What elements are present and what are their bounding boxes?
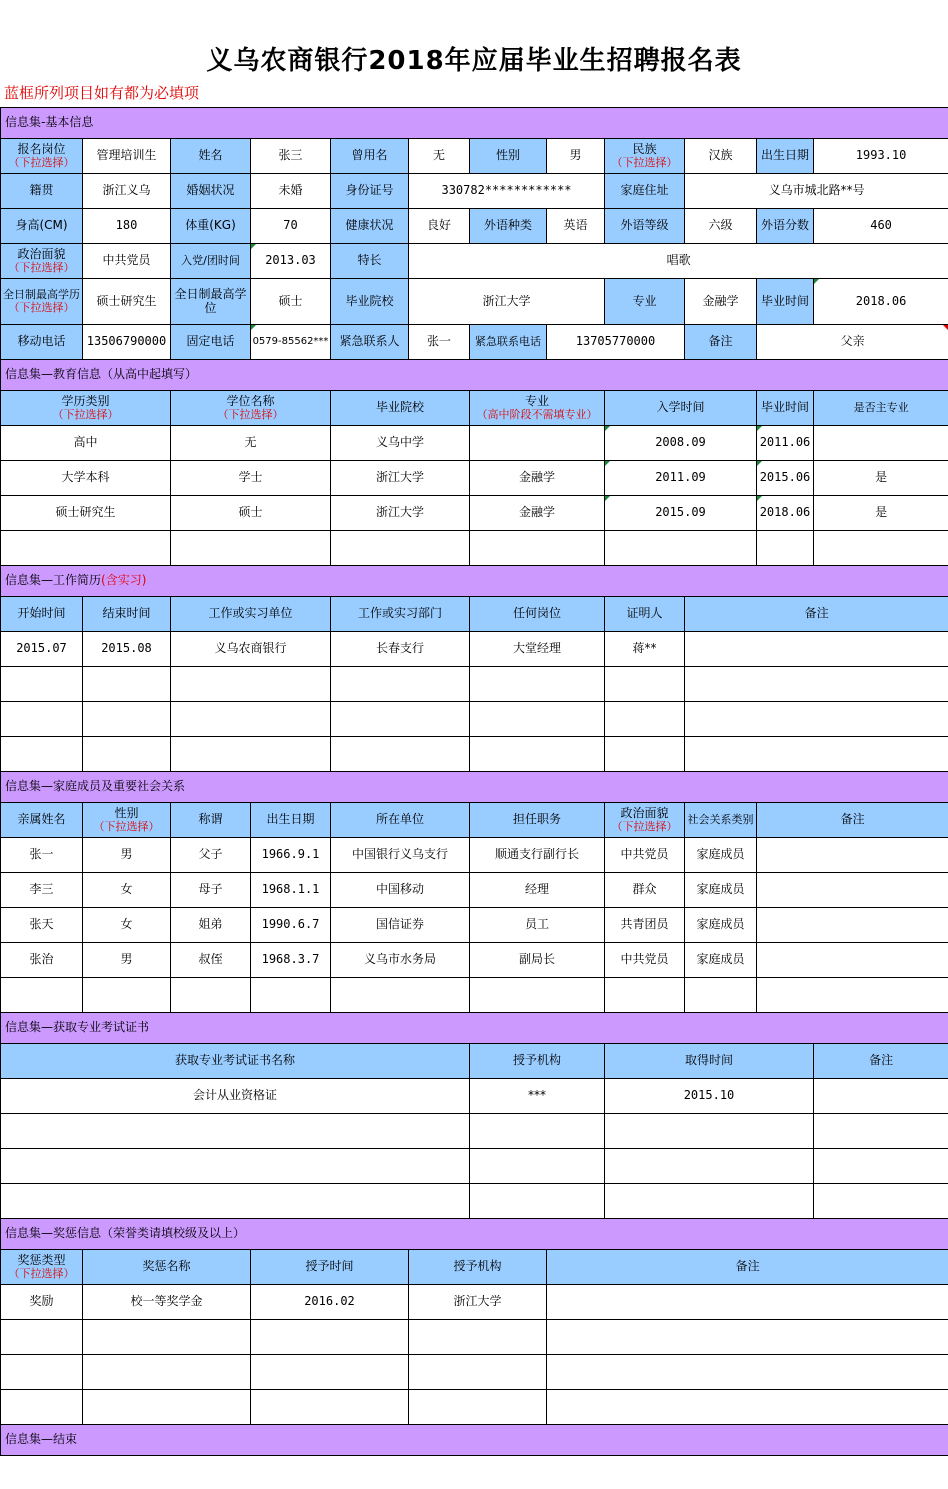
family-cell[interactable]: 家庭成员 [685,908,757,943]
value-id-number[interactable]: 330782************ [409,174,605,209]
work-cell[interactable] [685,737,948,772]
edu-header-type: 学历类别 （下拉选择） [1,391,171,426]
label-mobile: 移动电话 [1,325,83,360]
family-header-title: 称谓 [171,803,251,838]
work-cell[interactable] [331,702,470,737]
family-cell[interactable]: 张一 [1,838,83,873]
cert-cell[interactable] [1,1149,470,1184]
family-cell[interactable]: 员工 [470,908,605,943]
family-cell[interactable] [757,873,948,908]
value-former-name[interactable]: 无 [409,139,470,174]
award-header-name: 奖惩名称 [83,1250,251,1285]
edu-cell[interactable] [814,531,948,566]
edu-cell[interactable]: 金融学 [470,496,605,531]
family-cell[interactable]: 1968.1.1 [251,873,331,908]
award-header-type: 奖惩类型 （下拉选择） [1,1250,83,1285]
table-row [1,737,948,772]
table-row [1,873,948,908]
section-basic-info: 信息集-基本信息 [1,108,948,139]
work-cell[interactable] [685,702,948,737]
family-cell[interactable] [757,908,948,943]
label-home-address: 家庭住址 [605,174,685,209]
family-cell[interactable] [757,978,948,1013]
edu-cell[interactable]: 2015.06 [757,461,814,496]
family-cell[interactable]: 家庭成员 [685,943,757,978]
table-row [1,1184,948,1219]
table-row [1,496,948,531]
award-cell[interactable] [251,1390,409,1425]
family-header-relation: 社会关系类别 [685,803,757,838]
award-header-issuer: 授予机构 [409,1250,547,1285]
edu-cell[interactable] [470,531,605,566]
award-cell[interactable] [409,1390,547,1425]
work-cell[interactable] [1,667,83,702]
family-header-post: 担任职务 [470,803,605,838]
family-cell[interactable]: 副局长 [470,943,605,978]
table-row [1,1285,948,1320]
table-row [1,461,948,496]
value-height[interactable]: 180 [83,209,171,244]
work-header-unit: 工作或实习单位 [171,597,331,632]
family-cell[interactable] [605,978,685,1013]
edu-header-degree: 学位名称 （下拉选择） [171,391,331,426]
value-remark[interactable]: 父亲 [757,325,948,360]
cert-header-date: 取得时间 [605,1044,814,1079]
award-cell[interactable] [547,1390,948,1425]
value-emergency-contact[interactable]: 张一 [409,325,470,360]
table-row [1,426,948,461]
label-remark: 备注 [685,325,757,360]
cert-cell[interactable]: 会计从业资格证 [1,1079,470,1114]
work-cell[interactable] [171,667,331,702]
family-cell[interactable] [757,943,948,978]
edu-cell[interactable]: 2011.09 [605,461,757,496]
family-header-political: 政治面貌 （下拉选择） [605,803,685,838]
cert-cell[interactable] [814,1149,948,1184]
value-lang-level[interactable]: 六级 [685,209,757,244]
award-cell[interactable] [547,1320,948,1355]
edu-cell[interactable] [171,531,331,566]
work-cell[interactable] [83,667,171,702]
edu-cell[interactable]: 无 [171,426,331,461]
work-header-start: 开始时间 [1,597,83,632]
family-cell[interactable]: 中共党员 [605,943,685,978]
cert-header-name: 获取专业考试证书名称 [1,1044,470,1079]
cert-header-issuer: 授予机构 [470,1044,605,1079]
award-cell[interactable]: 奖励 [1,1285,83,1320]
award-cell[interactable] [547,1355,948,1390]
family-cell[interactable] [83,978,171,1013]
family-cell[interactable]: 女 [83,873,171,908]
edu-cell[interactable] [1,531,171,566]
cert-cell[interactable] [470,1184,605,1219]
edu-cell[interactable] [814,426,948,461]
edu-cell[interactable]: 2008.09 [605,426,757,461]
family-cell[interactable]: 义乌市水务局 [331,943,470,978]
value-native-place[interactable]: 浙江义乌 [83,174,171,209]
award-cell[interactable] [1,1355,83,1390]
edu-cell[interactable]: 大学本科 [1,461,171,496]
label-marital: 婚姻状况 [171,174,251,209]
label-position: 报名岗位 （下拉选择） [1,139,83,174]
work-cell[interactable] [83,702,171,737]
family-header-birth: 出生日期 [251,803,331,838]
table-row [1,908,948,943]
work-cell[interactable] [470,737,605,772]
edu-cell[interactable] [331,531,470,566]
family-cell[interactable]: 男 [83,838,171,873]
edu-cell[interactable]: 2011.06 [757,426,814,461]
table-row [1,702,948,737]
cert-cell[interactable] [814,1114,948,1149]
work-cell[interactable] [171,702,331,737]
family-cell[interactable]: 张治 [1,943,83,978]
label-lang-level: 外语等级 [605,209,685,244]
edu-cell[interactable]: 硕士 [171,496,331,531]
award-cell[interactable] [409,1355,547,1390]
family-cell[interactable] [171,978,251,1013]
value-landline[interactable]: 0579-85562*** [251,325,331,360]
work-cell[interactable] [1,737,83,772]
section-awards: 信息集—奖惩信息（荣誉类请填校级及以上） [1,1219,948,1250]
edu-cell[interactable]: 高中 [1,426,171,461]
work-cell[interactable] [470,702,605,737]
value-major[interactable]: 金融学 [685,279,757,325]
cert-cell[interactable] [605,1149,814,1184]
family-cell[interactable]: 女 [83,908,171,943]
table-row [1,1079,948,1114]
work-header-dept: 工作或实习部门 [331,597,470,632]
label-major: 专业 [605,279,685,325]
family-cell[interactable]: 李三 [1,873,83,908]
section-end: 信息集—结束 [1,1425,948,1456]
work-cell[interactable] [685,667,948,702]
edu-cell[interactable]: 浙江大学 [331,496,470,531]
work-cell[interactable] [83,737,171,772]
family-cell[interactable]: 顺通支行副行长 [470,838,605,873]
label-former-name: 曾用名 [331,139,409,174]
edu-header-major: 专业 （高中阶段不需填专业） [470,391,605,426]
edu-header-school: 毕业院校 [331,391,470,426]
value-mobile[interactable]: 13506790000 [83,325,171,360]
work-header-reference: 证明人 [605,597,685,632]
label-school: 毕业院校 [331,279,409,325]
table-row [1,1320,948,1355]
cert-cell[interactable] [814,1079,948,1114]
family-cell[interactable]: 1968.3.7 [251,943,331,978]
work-cell[interactable] [605,667,685,702]
cert-cell[interactable] [470,1114,605,1149]
edu-cell[interactable]: 2015.09 [605,496,757,531]
family-cell[interactable]: 母子 [171,873,251,908]
value-gender[interactable]: 男 [547,139,605,174]
table-row [1,1390,948,1425]
work-cell[interactable] [171,737,331,772]
label-lang-type: 外语种类 [470,209,547,244]
family-cell[interactable] [685,978,757,1013]
table-row [1,838,948,873]
family-cell[interactable]: 经理 [470,873,605,908]
family-cell[interactable]: 群众 [605,873,685,908]
label-lang-score: 外语分数 [757,209,814,244]
edu-cell[interactable] [757,531,814,566]
label-emergency-contact: 紧急联系人 [331,325,409,360]
table-row [1,531,948,566]
value-emergency-phone[interactable]: 13705770000 [547,325,685,360]
value-degree-full[interactable]: 硕士 [251,279,331,325]
edu-header-main-major: 是否主专业 [814,391,948,426]
label-name: 姓名 [171,139,251,174]
family-cell[interactable]: 张天 [1,908,83,943]
family-cell[interactable]: 姐弟 [171,908,251,943]
value-school[interactable]: 浙江大学 [409,279,605,325]
family-header-unit: 所在单位 [331,803,470,838]
edu-cell[interactable]: 浙江大学 [331,461,470,496]
cert-header-remark: 备注 [814,1044,948,1079]
edu-header-start: 入学时间 [605,391,757,426]
edu-cell[interactable]: 义乌中学 [331,426,470,461]
family-cell[interactable] [331,978,470,1013]
label-gender: 性别 [470,139,547,174]
award-cell[interactable] [83,1320,251,1355]
label-id-number: 身份证号 [331,174,409,209]
work-cell[interactable]: 义乌农商银行 [171,632,331,667]
family-header-remark: 备注 [757,803,948,838]
section-certificates: 信息集—获取专业考试证书 [1,1013,948,1044]
edu-cell[interactable]: 硕士研究生 [1,496,171,531]
edu-cell[interactable]: 是 [814,461,948,496]
label-emergency-phone: 紧急联系电话 [470,325,547,360]
work-cell[interactable] [470,667,605,702]
label-height: 身高(CM) [1,209,83,244]
value-political[interactable]: 中共党员 [83,244,171,279]
award-cell[interactable] [251,1320,409,1355]
label-specialty: 特长 [331,244,409,279]
cert-cell[interactable] [1,1114,470,1149]
value-grad-time[interactable]: 2018.06 [814,279,948,325]
table-row [1,1149,948,1184]
label-grad-time: 毕业时间 [757,279,814,325]
work-cell[interactable]: 长春支行 [331,632,470,667]
required-note: 蓝框所列项目如有都为必填项 [4,84,200,102]
label-native-place: 籍贯 [1,174,83,209]
cert-cell[interactable]: *** [470,1079,605,1114]
family-cell[interactable]: 中国移动 [331,873,470,908]
work-cell[interactable] [605,737,685,772]
family-cell[interactable] [757,838,948,873]
work-cell[interactable] [331,737,470,772]
family-cell[interactable]: 中共党员 [605,838,685,873]
award-cell[interactable] [409,1320,547,1355]
award-cell[interactable] [1,1320,83,1355]
work-cell[interactable] [685,632,948,667]
family-header-name: 亲属姓名 [1,803,83,838]
edu-cell[interactable] [605,531,757,566]
value-marital[interactable]: 未婚 [251,174,331,209]
work-header-end: 结束时间 [83,597,171,632]
label-birth-date: 出生日期 [757,139,814,174]
edu-cell[interactable]: 是 [814,496,948,531]
value-home-address[interactable]: 义乌市城北路**号 [685,174,948,209]
family-cell[interactable]: 家庭成员 [685,873,757,908]
value-specialty[interactable]: 唱歌 [409,244,948,279]
award-header-date: 授予时间 [251,1250,409,1285]
family-cell[interactable]: 父子 [171,838,251,873]
award-cell[interactable] [1,1390,83,1425]
work-cell[interactable]: 2015.08 [83,632,171,667]
work-cell[interactable] [1,702,83,737]
work-cell[interactable]: 蒋** [605,632,685,667]
family-cell[interactable] [1,978,83,1013]
label-political: 政治面貌 （下拉选择） [1,244,83,279]
value-edu-full[interactable]: 硕士研究生 [83,279,171,325]
application-form-sheet [0,107,948,1456]
work-cell[interactable]: 大堂经理 [470,632,605,667]
label-ethnicity: 民族 （下拉选择） [605,139,685,174]
work-header-remark: 备注 [685,597,948,632]
award-cell[interactable] [251,1355,409,1390]
edu-cell[interactable]: 金融学 [470,461,605,496]
table-row [1,943,948,978]
section-work: 信息集—工作简历(含实习) [1,566,948,597]
family-cell[interactable]: 国信证券 [331,908,470,943]
family-cell[interactable] [470,978,605,1013]
table-row [1,1114,948,1149]
value-lang-type[interactable]: 英语 [547,209,605,244]
cert-cell[interactable] [1,1184,470,1219]
label-join-date: 入党/团时间 [171,244,251,279]
family-cell[interactable]: 1990.6.7 [251,908,331,943]
award-cell[interactable]: 2016.02 [251,1285,409,1320]
family-cell[interactable]: 男 [83,943,171,978]
award-cell[interactable] [547,1285,948,1320]
value-ethnicity[interactable]: 汉族 [685,139,757,174]
edu-header-end: 毕业时间 [757,391,814,426]
label-degree-full: 全日制最高学位 [171,279,251,325]
table-row [1,978,948,1013]
award-cell[interactable] [83,1390,251,1425]
section-education: 信息集—教育信息（从高中起填写） [1,360,948,391]
value-lang-score[interactable]: 460 [814,209,948,244]
value-birth-date[interactable]: 1993.10 [814,139,948,174]
section-family: 信息集—家庭成员及重要社会关系 [1,772,948,803]
label-landline: 固定电话 [171,325,251,360]
form-title: 义乌农商银行2018年应届毕业生招聘报名表 [206,46,742,76]
cert-cell[interactable] [605,1184,814,1219]
cert-cell[interactable] [470,1149,605,1184]
cert-cell[interactable] [605,1114,814,1149]
label-edu-full: 全日制最高学历 （下拉选择） [1,279,83,325]
value-health[interactable]: 良好 [409,209,470,244]
label-weight: 体重(KG) [171,209,251,244]
value-weight[interactable]: 70 [251,209,331,244]
award-cell[interactable]: 校一等奖学金 [83,1285,251,1320]
edu-cell[interactable]: 学士 [171,461,331,496]
family-cell[interactable]: 1966.9.1 [251,838,331,873]
work-cell[interactable] [331,667,470,702]
edu-cell[interactable] [470,426,605,461]
edu-cell[interactable]: 2018.06 [757,496,814,531]
cert-cell[interactable]: 2015.10 [605,1079,814,1114]
label-health: 健康状况 [331,209,409,244]
table-row [1,667,948,702]
value-name[interactable]: 张三 [251,139,331,174]
family-cell[interactable]: 共青团员 [605,908,685,943]
award-cell[interactable] [83,1355,251,1390]
family-cell[interactable]: 家庭成员 [685,838,757,873]
family-cell[interactable]: 叔侄 [171,943,251,978]
family-header-gender: 性别 （下拉选择） [83,803,171,838]
value-join-date[interactable]: 2013.03 [251,244,331,279]
value-position[interactable]: 管理培训生 [83,139,171,174]
cert-cell[interactable] [814,1184,948,1219]
table-row [1,1355,948,1390]
award-cell[interactable]: 浙江大学 [409,1285,547,1320]
table-row [1,632,948,667]
family-cell[interactable]: 中国银行义乌支行 [331,838,470,873]
family-cell[interactable] [251,978,331,1013]
award-header-remark: 备注 [547,1250,948,1285]
work-header-post: 任何岗位 [470,597,605,632]
work-cell[interactable]: 2015.07 [1,632,83,667]
work-cell[interactable] [605,702,685,737]
